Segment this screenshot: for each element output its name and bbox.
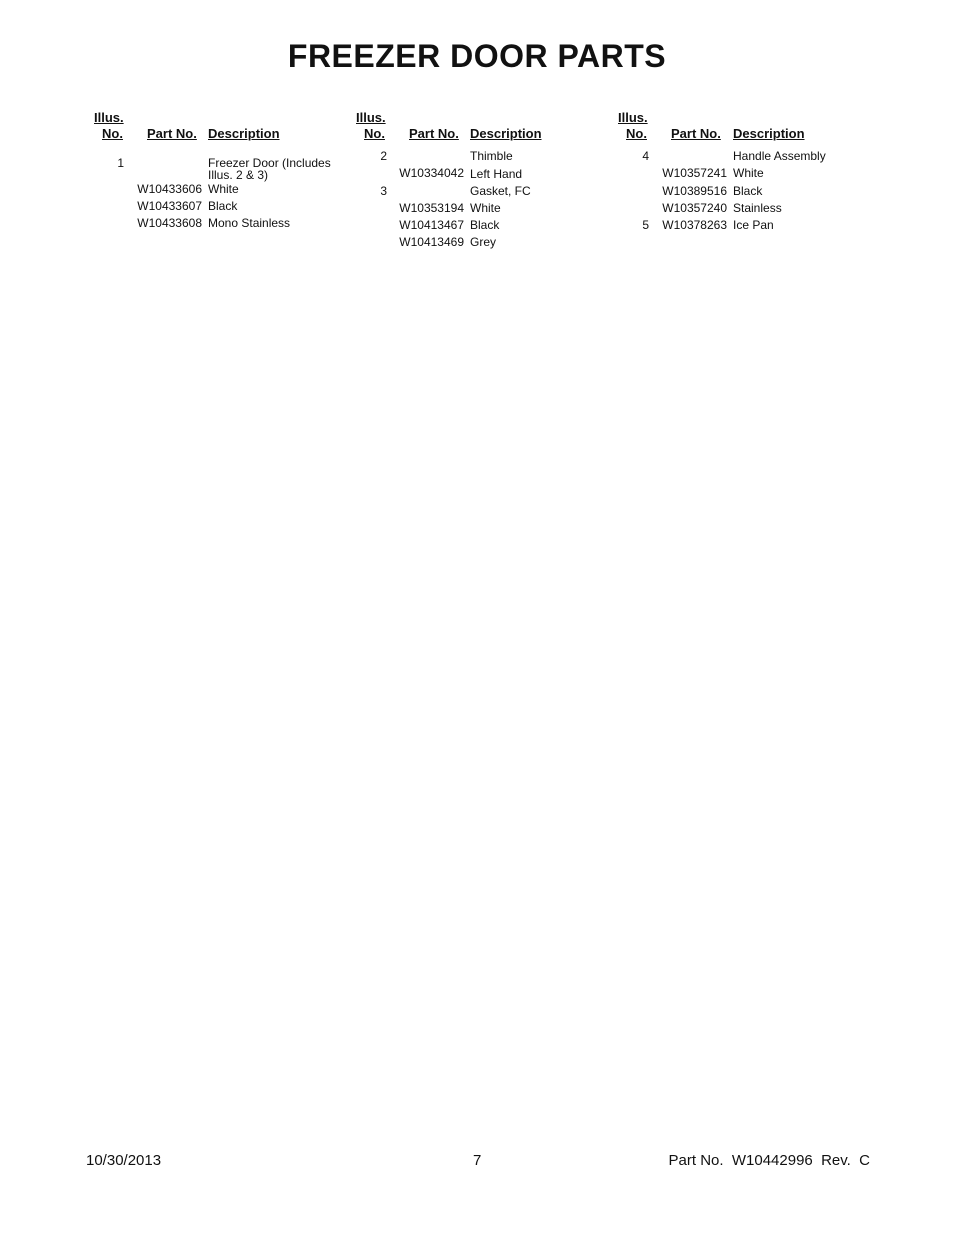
part-number: W10353194 <box>399 201 464 215</box>
parts-column-3 <box>618 110 868 270</box>
part-description: White <box>470 201 501 215</box>
part-description: White <box>208 182 239 196</box>
part-number: W10357241 <box>662 166 727 180</box>
illus-header-line1: Illus. <box>356 110 386 125</box>
part-description: Left Hand <box>470 167 523 181</box>
description-header: Description <box>208 126 280 141</box>
illus-header-line2: No. <box>626 126 647 141</box>
illus-header-line1: Illus. <box>94 110 124 125</box>
part-description: Mono Stainless <box>208 216 291 230</box>
part-number: W10433608 <box>137 216 202 230</box>
part-number: W10413467 <box>399 218 464 232</box>
part-number: W10357240 <box>662 201 727 215</box>
part-description: Ice Pan <box>733 218 774 232</box>
part-description: Black <box>470 218 500 232</box>
part-description: Grey <box>470 235 497 249</box>
page-title: FREEZER DOOR PARTS <box>287 38 667 74</box>
part-description: Handle Assembly <box>733 149 826 163</box>
part-number: W10389516 <box>662 184 727 198</box>
part-no-header: Part No. <box>671 126 721 141</box>
part-description: Freezer Door (Includes Illus. 2 & 3) <box>208 156 331 182</box>
footer-page-number: 7 <box>473 1152 482 1169</box>
part-description: White <box>733 166 764 180</box>
illus-header-line2: No. <box>102 126 123 141</box>
part-description: Stainless <box>733 201 782 215</box>
part-description: Black <box>208 199 238 213</box>
part-description: Thimble <box>470 149 513 163</box>
part-number: W10433607 <box>137 199 202 213</box>
illus-header-line2: No. <box>364 126 385 141</box>
part-description: Black <box>733 184 763 198</box>
part-number: W10433606 <box>137 182 202 196</box>
description-header: Description <box>470 126 542 141</box>
illus-number: 3 <box>380 184 387 198</box>
part-number: W10413469 <box>399 235 464 249</box>
description-header: Description <box>733 126 805 141</box>
part-description: Gasket, FC <box>470 184 531 198</box>
parts-column-2 <box>356 110 606 270</box>
parts-column-1 <box>94 110 344 270</box>
illus-number: 5 <box>642 218 649 232</box>
part-number: W10378263 <box>662 218 727 232</box>
illus-number: 4 <box>642 149 649 163</box>
footer-date: 10/30/2013 <box>86 1152 162 1169</box>
illus-number: 1 <box>117 156 124 170</box>
part-no-header: Part No. <box>147 126 197 141</box>
illus-number: 2 <box>380 149 387 163</box>
part-number: W10334042 <box>399 166 464 180</box>
illus-header-line1: Illus. <box>618 110 648 125</box>
footer-part-rev: Part No. W10442996 Rev. C <box>668 1152 870 1169</box>
part-no-header: Part No. <box>409 126 459 141</box>
